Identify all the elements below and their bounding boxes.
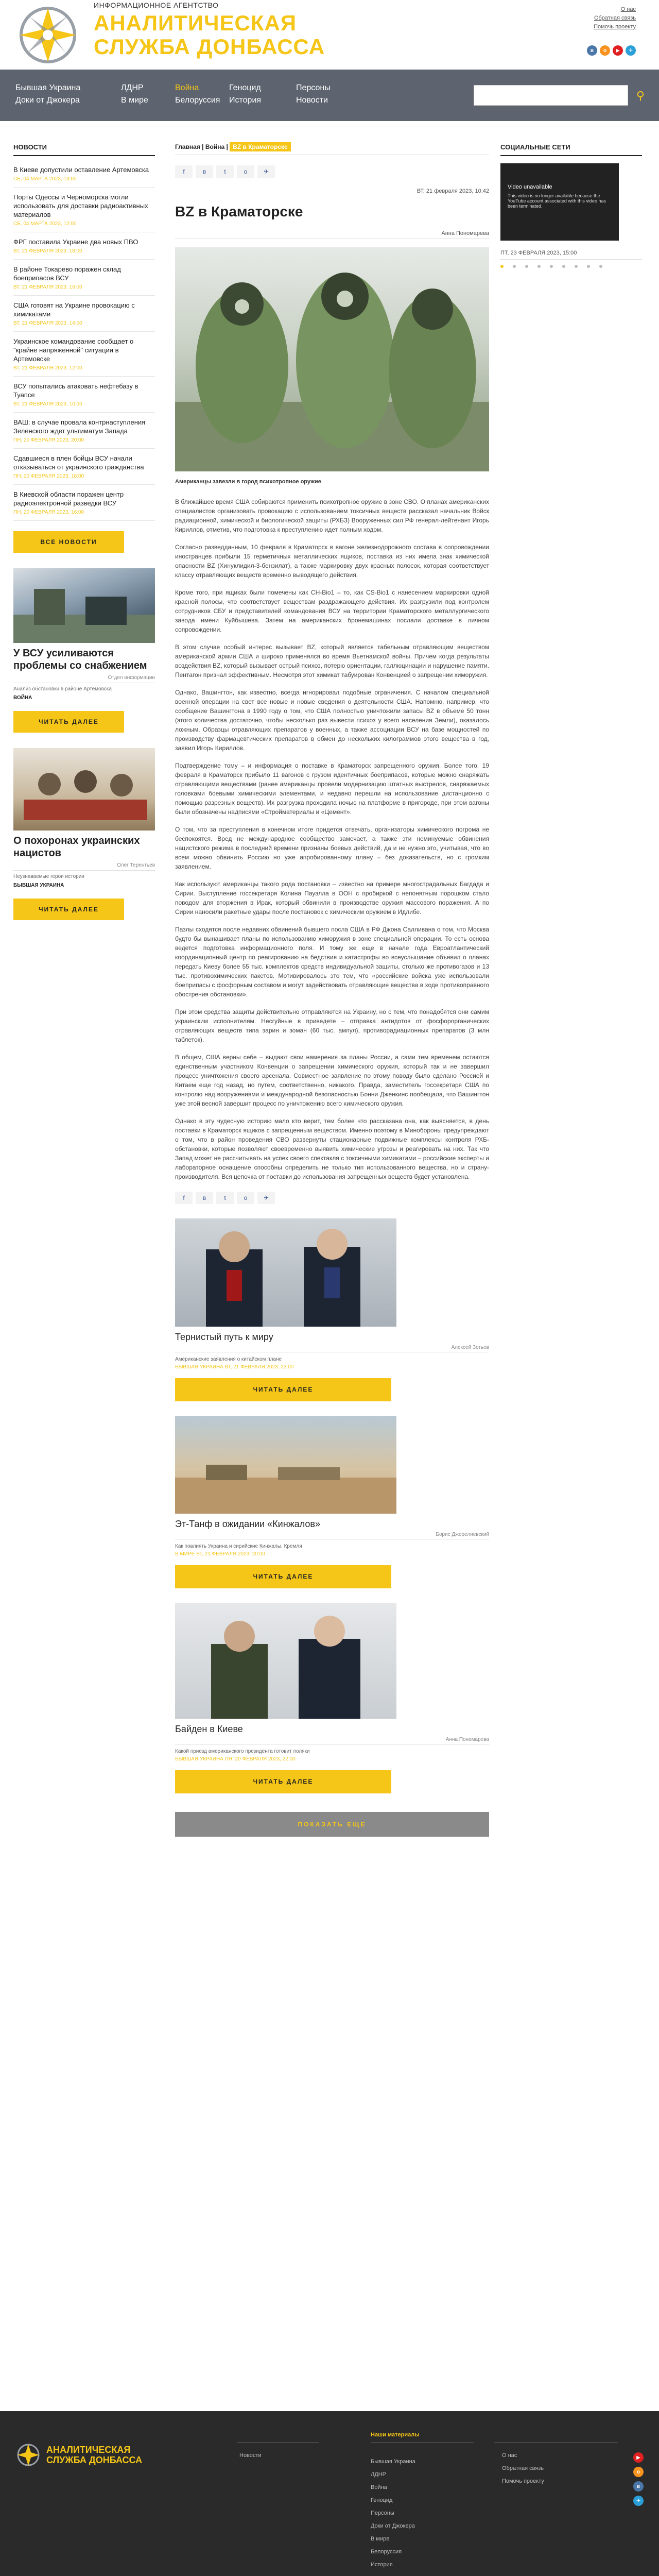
carousel-dot[interactable] xyxy=(587,265,590,268)
article-paragraph: Как используют американцы такого рода постановки – известно на примере многострадальных Багдада и Сирии. Выступление госсекретаря Колина Пауэлла в ООН с пробиркой с непонятным порошком стало поводом для вторжения в Ирак, который обвинили в производстве оружия массового поражения. А по Сирии наносили ракетные удары после постановок с химическим оружием в Идлибе. xyxy=(175,880,489,916)
news-title: ФРГ поставила Украине два новых ПВО xyxy=(13,238,138,246)
article-paragraph: Кроме того, при ящиках были помечены как CH-Bio1 – то, как CS-Bio1 с нанесением маркировки одной красной полосы, что соответствует веществам раздражающего действия. Их разгрузили под контролем сотрудников СБУ и представителей командования ВСУ на территории Краматорского металлургического завода имени Куйбышева. Затем на американских бронемашинах послали доставке в личном сопровождении. xyxy=(175,589,489,633)
news-title: Украинское командование сообщает о "крайне напряженной" ситуации в Артемовске xyxy=(13,337,134,363)
video-title: Video unavailable xyxy=(508,184,552,190)
related-image[interactable] xyxy=(175,1603,396,1719)
nav-item-history[interactable]: История xyxy=(229,96,262,105)
right-sidebar xyxy=(500,143,642,268)
facebook-share-icon[interactable]: f xyxy=(175,1192,193,1204)
carousel-dot[interactable] xyxy=(575,265,578,268)
footer-brand xyxy=(46,2445,142,2465)
news-item[interactable] xyxy=(13,377,155,413)
news-title: Порты Одессы и Черноморска могли использовать для доставки радиоактивных материалов xyxy=(13,193,148,218)
footer-link[interactable]: Бывшая Украина xyxy=(371,2459,415,2465)
video-text: This video is no longer available because the YouTube account associated with this video has been terminated. xyxy=(508,193,606,209)
site-title[interactable] xyxy=(94,11,325,59)
news-title: ВАШ: в случае провала контрнаступления Зеленского ждет ультиматум Запада xyxy=(13,418,146,435)
carousel-dot[interactable] xyxy=(500,265,504,268)
news-item[interactable] xyxy=(13,260,155,296)
footer-link[interactable]: В мире xyxy=(371,2536,390,2542)
footer-link-news[interactable]: Новости xyxy=(239,2452,262,2459)
site-header xyxy=(0,0,659,70)
footer-link[interactable]: Обратная связь xyxy=(502,2465,544,2471)
related-author: Борис Джерелиевский xyxy=(175,1532,489,1539)
news-date: ВТ, 21 ФЕВРАЛЯ 2023, 18:00 xyxy=(13,248,82,254)
ok-share-icon[interactable]: о xyxy=(237,1192,254,1204)
twitter-share-icon[interactable]: t xyxy=(216,165,234,178)
image-caption: Американцы завезли в город психотропное оружие xyxy=(175,479,321,485)
about-link[interactable]: О нас xyxy=(620,6,636,12)
vk-icon[interactable]: в xyxy=(633,2481,644,2492)
news-date: ПН, 20 ФЕВРАЛЯ 2023, 16:00 xyxy=(13,510,84,515)
footer-link[interactable]: Белоруссия xyxy=(371,2549,402,2555)
article-body xyxy=(175,497,489,1181)
youtube-icon[interactable]: ▶ xyxy=(613,45,623,56)
social-section-title: СОЦИАЛЬНЫЕ СЕТИ xyxy=(500,143,642,156)
carousel-dot[interactable] xyxy=(525,265,528,268)
article-paragraph: В общем, США верны себе – выдают свои намерения за планы России, а сами тем временем остаются единственным участником Конвенции о запрещении химического оружия, который так и не завершил процесс уничтожения своего арсенала. Совместное заявление по этому поводу было сделано Россией и Китаем еще год назад, но путем, соответственно, никакого. Правда, заместитель госсекретаря США по контролю над вооружениями и международной безопасностью Бонни Дженкинс пообещала, что Вашингтон уже этой весной завершит процесс по уничтожению всего химического оружия. xyxy=(175,1054,489,1107)
telegram-icon[interactable]: ✈ xyxy=(626,45,636,56)
related-item xyxy=(175,1416,489,1588)
nav-item-war[interactable]: Война xyxy=(175,83,199,92)
twitter-share-icon[interactable]: t xyxy=(216,1192,234,1204)
site-title-line1: АНАЛИТИЧЕСКАЯ xyxy=(94,11,297,35)
youtube-icon[interactable]: ▶ xyxy=(633,2452,644,2463)
footer-col-about xyxy=(502,2452,544,2491)
carousel-dot[interactable] xyxy=(599,265,602,268)
news-item[interactable] xyxy=(13,188,155,232)
article-paragraph: При этом средства защиты действительно отправляются на Украину, но с тем, что понадобятся они самим украинским исполнителям. Несгуйные в приведете – отправка антидотов от фосфорорганических отравляющих веществ типа зарин и зоман (60 тыс. ампул), противорадиационных препаратов (3 млн таблеток). xyxy=(175,1008,489,1043)
news-list xyxy=(13,160,155,521)
footer-brand-line2: СЛУЖБА ДОНБАССА xyxy=(46,2455,143,2465)
breadcrumb-home[interactable]: Главная xyxy=(175,143,200,150)
news-item[interactable] xyxy=(13,296,155,332)
search-input[interactable] xyxy=(474,85,628,106)
related-image[interactable] xyxy=(175,1218,396,1327)
related-articles xyxy=(175,1218,489,1793)
card-tag[interactable]: БЫВШАЯ УКРАИНА xyxy=(13,883,64,888)
vk-share-icon[interactable]: в xyxy=(196,165,213,178)
nav-item-ldnr[interactable]: ЛДНР xyxy=(121,83,144,92)
footer-link[interactable]: Война xyxy=(371,2484,387,2490)
card-title[interactable]: О похоронах украинских нацистов xyxy=(13,835,140,859)
breadcrumb-current: BZ в Краматорске xyxy=(230,142,291,151)
site-footer xyxy=(0,2411,659,2576)
article-date: ВТ, 21 февраля 2023, 10:42 xyxy=(417,188,489,194)
news-title: Сдавшиеся в плен бойцы ВСУ начали отказываться от украинского гражданства xyxy=(13,454,144,471)
news-section-title: НОВОСТИ xyxy=(13,143,155,156)
footer-logo-emblem-icon xyxy=(15,2442,41,2468)
footer-link[interactable]: Помочь проекту xyxy=(502,2478,544,2484)
ok-icon[interactable]: о xyxy=(600,45,610,56)
news-date: ВТ, 21 ФЕВРАЛЯ 2023, 12:00 xyxy=(13,365,82,371)
related-date: В МИРЕ ВТ, 21 ФЕВРАЛЯ 2023, 20:00 xyxy=(175,1551,265,1557)
related-desc: Как повлиять Украина и сирийские Кинжалы, Кремля xyxy=(175,1544,302,1549)
left-sidebar xyxy=(13,143,155,930)
news-item[interactable] xyxy=(13,232,155,260)
footer-col-materials xyxy=(371,2432,420,2574)
footer-link[interactable]: Персоны xyxy=(371,2510,394,2516)
show-more-button[interactable]: ПОКАЗАТЬ ЕЩЕ xyxy=(175,1812,489,1837)
article-author[interactable]: Анна Пономарева xyxy=(175,230,489,239)
news-date: СБ, 04 МАРТА 2023, 13:00 xyxy=(13,176,77,182)
card-image[interactable] xyxy=(13,568,155,643)
article-paragraph: Пазлы сходятся после недавних обвинений бывшего посла США в РФ Джона Салливана о том, что Москва будто бы вынашивает планы по использованию химоружия в зоне специальной операции. То есть основа ведется подготовка информационного поля. И тому же еще в начале года Евроатлантический координационный центр по реагированию на бедствия и катастрофы во всеуслышание объявил о планах передать Киеву более 55 тыс. комплектов средств индивидуальной защиты, столько же противогазов и 13 тыс. противохимических пакетов. Мотивировалось это тем, что «российские войска уже использовали боеприпасы с фосфорным составом и могут задействовать отравляющие вещества в ходе противоправного обострения обстановки». xyxy=(175,926,489,998)
footer-col-news xyxy=(239,2452,262,2465)
telegram-icon[interactable]: ✈ xyxy=(633,2496,644,2506)
news-date: ВТ, 21 ФЕВРАЛЯ 2023, 16:00 xyxy=(13,284,82,290)
article-paragraph: В ближайшее время США собираются применить психотропное оружие в зоне СВО. О планах американских специалистов организовать провокацию с использованием токсичных веществ рассказал начальник Войск радиационной, химической и биологической защиты (РХБЗ) Вооруженных сил РФ генерал-лейтенант Игорь Кириллов, отметив, что подготовка к преступлению идет полным ходом. xyxy=(175,498,489,533)
nav-item-genocide[interactable]: Геноцид xyxy=(229,83,261,92)
agency-line: ИНФОРМАЦИОННОЕ АГЕНТСТВО xyxy=(94,1,219,9)
news-date: ВТ, 21 ФЕВРАЛЯ 2023, 14:00 xyxy=(13,320,82,326)
footer-divider xyxy=(237,2442,319,2443)
carousel-dot[interactable] xyxy=(562,265,565,268)
site-title-line2: СЛУЖБА ДОНБАССА xyxy=(94,35,325,59)
nav-item-persons[interactable]: Персоны xyxy=(296,83,331,92)
footer-logo[interactable] xyxy=(15,2442,142,2468)
card-desc: Неузнаваемые герои истории xyxy=(13,874,84,879)
card-desc: Анализ обстановки в районе Артемовска xyxy=(13,686,112,692)
nav-col-5 xyxy=(296,82,331,107)
related-item xyxy=(175,1218,489,1401)
main-nav xyxy=(0,70,659,121)
news-date: ПН, 20 ФЕВРАЛЯ 2023, 20:00 xyxy=(13,437,84,443)
news-date: ПН, 20 ФЕВРАЛЯ 2023, 18:00 xyxy=(13,473,84,479)
card-author: Олег Терентьев xyxy=(13,862,155,871)
related-date: БЫВШАЯ УКРАИНА ПН, 20 ФЕВРАЛЯ 2023, 22:00 xyxy=(175,1756,296,1762)
news-title: ВСУ попытались атаковать нефтебазу в Туапсе xyxy=(13,382,138,399)
all-news-button[interactable]: ВСЕ НОВОСТИ xyxy=(13,531,124,553)
related-author: Алексей Зотьев xyxy=(175,1345,489,1352)
nav-item-former-ukraine[interactable]: Бывшая Украина xyxy=(15,83,81,92)
footer-link[interactable]: Доки от Джокера xyxy=(371,2523,415,2529)
telegram-post-date: ПТ, 23 ФЕВРАЛЯ 2023, 15:00 xyxy=(500,250,642,260)
article-title: BZ в Краматорске xyxy=(175,204,303,219)
nav-item-news[interactable]: Новости xyxy=(296,96,328,105)
video-embed[interactable] xyxy=(500,163,619,241)
nav-item-world[interactable]: В мире xyxy=(121,96,148,105)
telegram-share-icon[interactable]: ✈ xyxy=(257,1192,275,1204)
vk-share-icon[interactable]: в xyxy=(196,1192,213,1204)
news-title: В Киеве допустили оставление Артемовска xyxy=(13,166,149,174)
article-image xyxy=(175,247,489,471)
sidebar-card xyxy=(13,568,155,733)
article-paragraph: Однако в эту чудесную историю мало кто верит, тем более что рассказана она, как выясняется, в день поставки в Краматорск ящиков с запрещенным веществом. Именно поэтому в Минобороны предупреждают о том, что в район проведения СВО развернуты стационарные подвижные комплексы контроля РХБ-обстановки, которые позволяют своевременно выявить химические угрозы и реагировать на них. Так что Запад может не рассчитывать на успех своего спектакля с токсичными химикатами – российские эксперты и лабораторное оснащение способны определить не только тип использованного вещества, но и страну-производителя. Вся цепочка от поставки до использования запрещенных веществ будет установлена. xyxy=(175,1117,489,1180)
breadcrumb-section[interactable]: Война xyxy=(205,143,225,150)
related-desc: Американские заявления о китайском плане xyxy=(175,1357,282,1362)
telegram-share-icon[interactable]: ✈ xyxy=(257,165,275,178)
read-more-button[interactable]: ЧИТАТЬ ДАЛЕЕ xyxy=(175,1565,391,1588)
ok-share-icon[interactable]: о xyxy=(237,165,254,178)
nav-col-3 xyxy=(175,82,220,107)
footer-divider xyxy=(494,2442,618,2443)
card-tag[interactable]: ВОЙНА xyxy=(13,695,32,701)
related-item xyxy=(175,1603,489,1793)
article xyxy=(175,143,489,1837)
article-paragraph: О том, что за преступления в конечном итоге придется отвечать, организаторы химического погрома не беспокоятся. Вред не международное сообщество замечает, а также эти неминуемые обвинения нацистского режима в последний времени признаны боевых действий, да и не нужно это, учитывая, что во всем можно обвинить Россию но уже апробированному плану – без доказательств, но с громким заявлением. xyxy=(175,826,489,870)
article-paragraph: Согласно разведданным, 10 февраля в Краматорск в вагоне железнодорожного состава в сопровождении иностранцев прибыли 15 герметичных металлических ящиков, поставка из них имела знак химической опасности BZ (Хинуклидил-3-бензилат), а также маркировку двух красных полосок, которая соответствует классу отравляющих веществ временно выводящего действия. xyxy=(175,544,489,579)
carousel-dot[interactable] xyxy=(513,265,516,268)
breadcrumb: Главная | Война | BZ в Краматорске xyxy=(175,143,489,155)
carousel-dot[interactable] xyxy=(550,265,553,268)
related-title[interactable]: Тернистый путь к миру xyxy=(175,1332,273,1342)
article-paragraph: В этом случае особый интерес вызывает BZ, который является табельным отравляющим веществом американской армии США и широко применялся во время Вьетнамской войны. Причем когда результаты воздействия BZ, который вызывает острый психоз, потерю ориентации, галлюцинации и нарушение памяти. Пентагон признал эффективным. Несмотря этот химикат табуирован Конвенцией о запрещении химоружия. xyxy=(175,643,489,679)
related-title[interactable]: Байден в Киеве xyxy=(175,1724,243,1734)
article-paragraph: Подтверждение тому – и информация о поставке в Краматорск запрещенного оружия. Более того, 19 февраля в Краматорск прибыло 11 вагонов с грузом идентичных боеприпасов, которые можно снаряжать отравляющими веществами (ранее американцы провели модернизацию штатных выстрелов, снаряжаемых головками боевыми химическими элементами, и недавно перешли на использование дистанционно с помощью разрезных веществ). Их разгрузка проходила ночью на платформе в пригороде, при этом вагоны были обозначены надписями «Стройматериалы и «Цемент». xyxy=(175,762,489,816)
donate-link[interactable]: Помочь проекту xyxy=(594,24,636,30)
share-bar-bottom xyxy=(175,1192,489,1204)
header-socials xyxy=(587,45,636,56)
article-paragraph: Однако, Вашингтон, как известно, всегда игнорировал подобные ограничения. С началом специальной военной операции на свет все новые и новые сведения о деятельности США. Напомню, например, что сообщение Вашингтона в 1990 году о том, что США полностью уничтожили запасы BZ в объеме 50 тонн (этого количества достаточно, чтобы несколько раз вывести психоз у всего населения Земли), оказалось ложным. Образцы отравляющих препаратов у военных, а также ассоциации ВСУ на базе мощностей по производству фармацевтических препаратов в обмен до нескольких килограммов этого вещества в год, заявил Игорь Кириллов. xyxy=(175,689,489,752)
news-title: США готовят на Украине провокацию с химикатами xyxy=(13,301,135,318)
footer-link[interactable]: О нас xyxy=(502,2452,517,2459)
footer-socials xyxy=(633,2452,644,2506)
logo-emblem[interactable] xyxy=(14,4,92,70)
related-author: Анна Пономарева xyxy=(175,1737,489,1744)
footer-brand-line1: АНАЛИТИЧЕСКАЯ xyxy=(46,2445,131,2455)
feedback-link[interactable]: Обратная связь xyxy=(594,15,636,21)
footer-link[interactable]: ЛДНР xyxy=(371,2471,386,2478)
card-title[interactable]: У ВСУ усиливаются проблемы со снабжением xyxy=(13,648,147,671)
news-item[interactable] xyxy=(13,485,155,521)
search-icon[interactable]: ⚲ xyxy=(636,89,645,102)
facebook-share-icon[interactable]: f xyxy=(175,165,193,178)
card-image[interactable] xyxy=(13,748,155,831)
read-more-button[interactable]: ЧИТАТЬ ДАЛЕЕ xyxy=(175,1770,391,1793)
news-date: СБ, 04 МАРТА 2023, 12:00 xyxy=(13,221,77,227)
related-image[interactable] xyxy=(175,1416,396,1514)
news-item[interactable] xyxy=(13,449,155,485)
card-author: Отдел информации xyxy=(13,675,155,683)
related-title[interactable]: Эт-Танф в ожидании «Кинжалов» xyxy=(175,1519,320,1529)
nav-item-belarus[interactable]: Белоруссия xyxy=(175,96,220,105)
footer-link[interactable]: Геноцид xyxy=(371,2497,393,2503)
top-links xyxy=(594,5,636,31)
news-item[interactable] xyxy=(13,332,155,377)
news-item[interactable] xyxy=(13,160,155,188)
read-more-button[interactable]: ЧИТАТЬ ДАЛЕЕ xyxy=(13,899,124,920)
read-more-button[interactable]: ЧИТАТЬ ДАЛЕЕ xyxy=(175,1378,391,1401)
ok-icon[interactable]: о xyxy=(633,2467,644,2477)
news-title: В районе Токарево поражен склад боеприпасов ВСУ xyxy=(13,265,121,282)
nav-item-joker-docs[interactable]: Доки от Джокера xyxy=(15,96,80,105)
sidebar-card xyxy=(13,748,155,920)
news-date: ВТ, 21 ФЕВРАЛЯ 2023, 10:00 xyxy=(13,401,82,407)
footer-col-title: Наши материалы xyxy=(371,2432,420,2438)
carousel-dots xyxy=(500,265,642,268)
nav-col-2 xyxy=(121,82,148,107)
vk-icon[interactable]: в xyxy=(587,45,597,56)
related-desc: Какой приезд американского президента готовит поляки xyxy=(175,1749,310,1754)
carousel-dot[interactable] xyxy=(537,265,541,268)
share-bar xyxy=(175,165,489,178)
nav-col-4 xyxy=(229,82,261,107)
news-title: В Киевской области поражен центр радиоэлектронной разведки ВСУ xyxy=(13,490,124,507)
news-item[interactable] xyxy=(13,413,155,449)
read-more-button[interactable]: ЧИТАТЬ ДАЛЕЕ xyxy=(13,711,124,733)
nav-col-1 xyxy=(15,82,80,107)
related-date: БЫВШАЯ УКРАИНА ВТ, 21 ФЕВРАЛЯ 2023, 23:00 xyxy=(175,1364,294,1370)
footer-link[interactable]: История xyxy=(371,2562,393,2568)
